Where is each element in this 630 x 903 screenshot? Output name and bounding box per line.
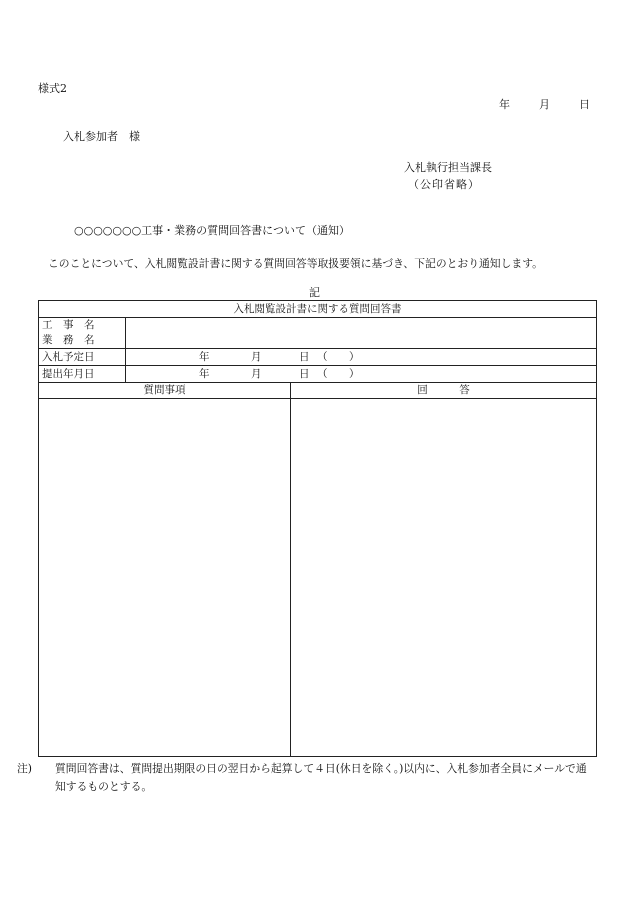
bid-date-day: 日 — [299, 351, 310, 363]
submission-date-row — [39, 366, 596, 383]
addressee: 入札参加者 様 — [63, 130, 140, 143]
footnote-label: 注) — [17, 762, 33, 775]
bid-date-row — [39, 349, 596, 366]
ki-label: 記 — [309, 286, 320, 299]
bid-date-paren-close: ） — [349, 351, 360, 363]
bid-date-year: 年 — [199, 351, 210, 363]
answer-body-field[interactable] — [291, 399, 596, 756]
subject-line: ○○○○○○○工事・業務の質問回答書について（通知） — [74, 224, 350, 237]
submission-date-paren-open: （ — [317, 368, 328, 380]
bid-date-paren-open: （ — [317, 351, 328, 363]
footnote-text: 質問回答書は、質問提出期限の日の翌日から起算して４日(休日を除く。)以内に、入札参加者全員にメールで通知するものとする。 — [55, 762, 587, 793]
name-value-field[interactable] — [127, 318, 596, 348]
qa-table — [38, 300, 597, 757]
date-day-label: 日 — [579, 98, 590, 111]
columns-header — [39, 383, 596, 399]
name-label — [39, 318, 126, 348]
submission-date-day: 日 — [299, 368, 310, 380]
name-row — [39, 318, 596, 349]
name-label-line2: 業 務 名 — [42, 334, 95, 346]
sender-title: 入札執行担当課長 — [404, 161, 492, 174]
submission-date-label: 提出年月日 — [39, 366, 126, 382]
submission-date-month: 月 — [251, 368, 262, 380]
question-column-header: 質問事項 — [143, 384, 186, 396]
seal-note: （公印省略） — [408, 178, 480, 191]
form-number: 様式2 — [38, 82, 67, 95]
date-year-label: 年 — [499, 98, 510, 111]
submission-date-paren-close: ） — [349, 368, 360, 380]
date-month-label: 月 — [539, 98, 550, 111]
footnote — [17, 760, 597, 796]
table-title: 入札閲覧設計書に関する質問回答書 — [39, 301, 596, 318]
question-body-field[interactable] — [39, 399, 290, 756]
name-label-line1: 工 事 名 — [42, 319, 95, 331]
answer-column-header: 回 答 — [417, 384, 470, 396]
date-line — [499, 96, 590, 112]
bid-date-month: 月 — [251, 351, 262, 363]
submission-date-year: 年 — [199, 368, 210, 380]
bid-date-label: 入札予定日 — [39, 349, 126, 365]
body-text: このことについて、入札閲覧設計書に関する質問回答等取扱要領に基づき、下記のとおり通知します。 — [48, 257, 543, 270]
